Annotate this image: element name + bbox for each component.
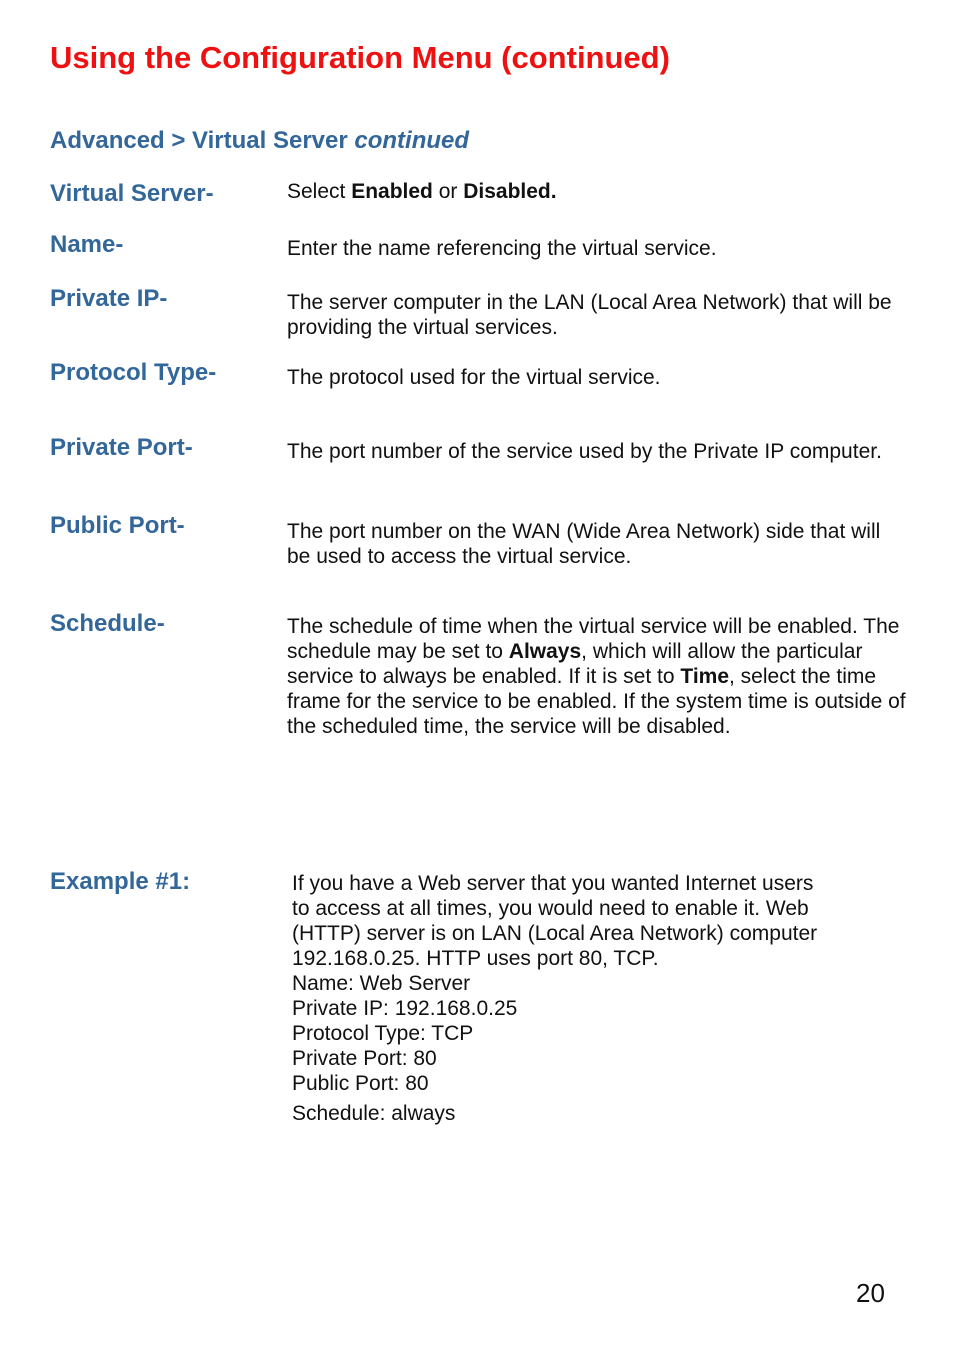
text-run: , select the time frame for the service to be enabled. If the system time is outside of the scheduled time, the service will be disabled. [287,665,906,738]
example-label: Example #1: [50,868,191,895]
example-intro-line: to access at all times, you would need to enable it. Web [292,897,809,920]
example-setting: Public Port: 80 [292,1072,429,1095]
example-body [292,871,892,1126]
section-heading [50,127,469,155]
private-port-description: The port number of the service used by the Private IP computer. [287,440,882,463]
virtual-server-description [287,179,907,204]
public-port-label: Public Port- [50,512,185,539]
enabled-term: Enabled [351,180,433,203]
text-run: The schedule of time when the virtual service will be enabled. The schedule may be set to [287,615,900,663]
example-setting: Private IP: 192.168.0.25 [292,997,518,1020]
example-intro-line: (HTTP) server is on LAN (Local Area Network) computer [292,922,818,945]
schedule-label: Schedule- [50,610,165,637]
example-intro-line: If you have a Web server that you wanted Internet users [292,872,814,895]
section-path: Advanced > Virtual Server [50,127,348,154]
section-suffix: continued [354,127,470,154]
always-term: Always [508,640,582,663]
protocol-type-description: The protocol used for the virtual service. [287,366,661,389]
name-label: Name- [50,231,124,258]
private-ip-description: The server computer in the LAN (Local Area Network) that will be providing the virtual services. [287,291,892,339]
example-setting: Name: Web Server [292,972,471,995]
example-setting: Schedule: always [292,1102,456,1125]
time-term: Time [680,665,730,688]
example-setting: Protocol Type: TCP [292,1022,474,1045]
private-ip-label: Private IP- [50,285,168,312]
example-setting: Private Port: 80 [292,1047,437,1070]
page-number: 20 [856,1278,885,1308]
public-port-description: The port number on the WAN (Wide Area Network) side that will be used to access the virtual service. [287,520,881,568]
protocol-type-label: Protocol Type- [50,359,217,386]
disabled-term: Disabled. [463,180,557,203]
private-port-label: Private Port- [50,434,193,461]
virtual-server-label: Virtual Server- [50,180,214,207]
example-intro-line: 192.168.0.25. HTTP uses port 80, TCP. [292,947,659,970]
text-run: , which will allow the particular service to always be enabled. If it is set to [287,640,863,688]
page-title: Using the Configuration Menu (continued) [50,40,670,75]
name-description: Enter the name referencing the virtual service. [287,237,717,260]
schedule-description [287,614,907,739]
text-run: or [432,180,464,203]
text-run: Select [287,180,352,203]
